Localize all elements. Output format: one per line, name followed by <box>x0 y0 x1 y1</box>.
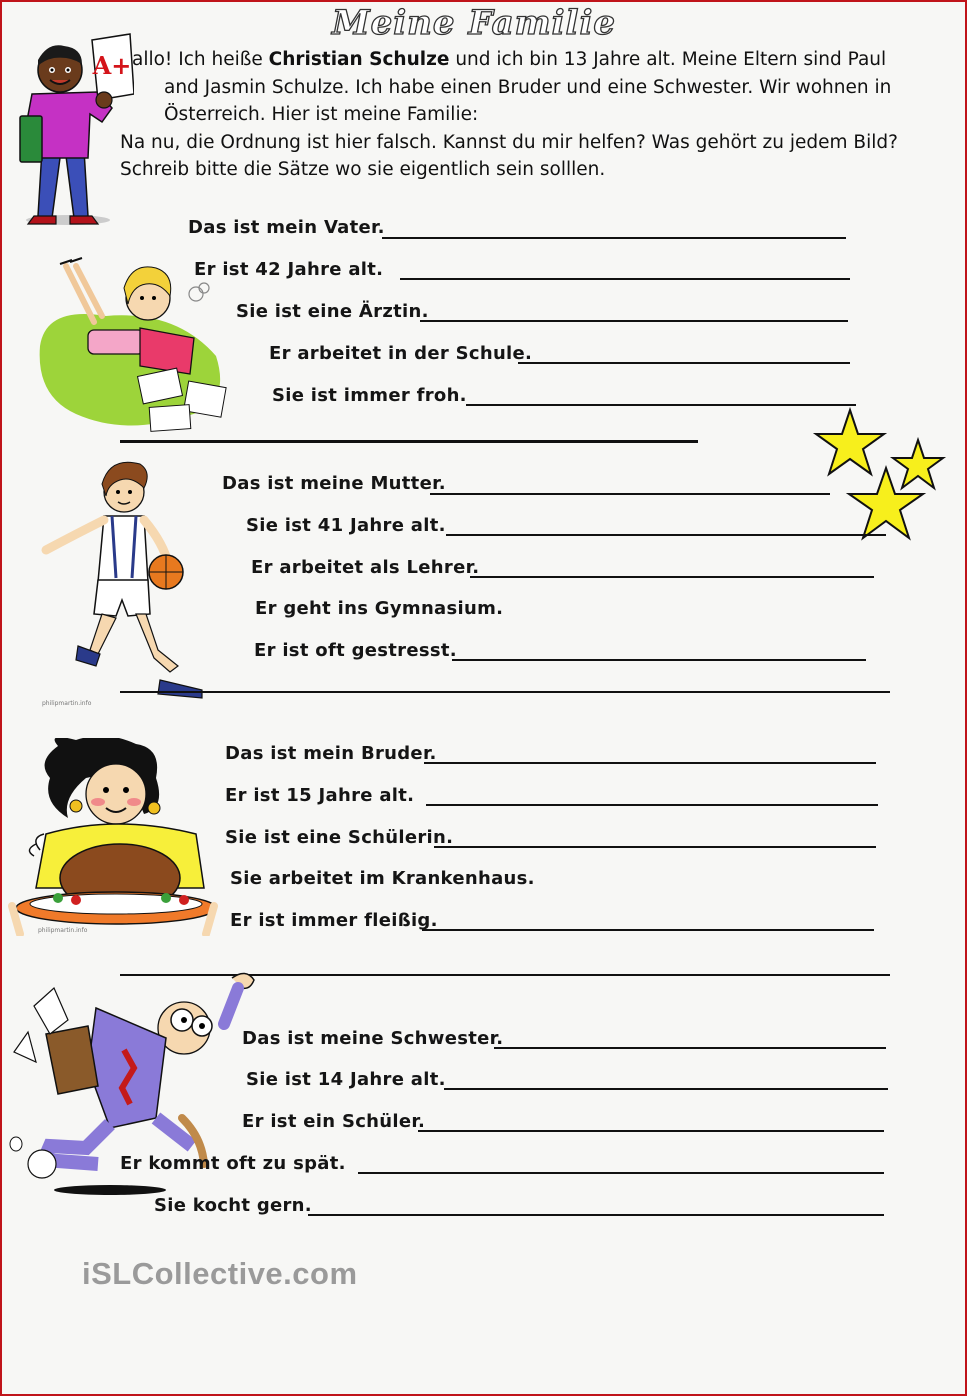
answer-line[interactable] <box>358 1172 884 1174</box>
section-3-sentence-3: Sie ist eine Schülerin. <box>225 827 454 848</box>
section-1-sentence-2: Er ist 42 Jahre alt. <box>194 259 384 280</box>
section-4-sentence-1: Das ist meine Schwester. <box>242 1028 504 1049</box>
basketball-player-illustration <box>36 454 212 704</box>
islcollective-watermark: iSLCollective.com <box>82 1256 358 1291</box>
section-1-sentence-4: Er arbeitet in der Schule. <box>269 343 533 364</box>
section-4-sentence-2: Sie ist 14 Jahre alt. <box>246 1069 446 1090</box>
answer-line[interactable] <box>452 659 866 661</box>
answer-line[interactable] <box>426 804 878 806</box>
worksheet-title <box>284 2 664 46</box>
answer-line[interactable] <box>424 762 876 764</box>
section-1-sentence-5: Sie ist immer froh. <box>272 385 467 406</box>
answer-line[interactable] <box>434 846 876 848</box>
section-2-sentence-2: Sie ist 41 Jahre alt. <box>246 515 446 536</box>
intro-paragraph <box>120 46 910 184</box>
boy-with-a-plus-paper-illustration <box>8 30 134 226</box>
answer-line[interactable] <box>422 929 874 931</box>
answer-line[interactable] <box>466 404 856 406</box>
section-1-sentence-3: Sie ist eine Ärztin. <box>236 301 429 322</box>
section-3-sentence-4: Sie arbeitet im Krankenhaus. <box>230 868 535 889</box>
section-3-sentence-2: Er ist 15 Jahre alt. <box>225 785 415 806</box>
answer-line[interactable] <box>420 320 848 322</box>
answer-line[interactable] <box>470 576 874 578</box>
answer-line[interactable] <box>382 237 846 239</box>
section-4-sentence-4: Er kommt oft zu spät. <box>120 1153 346 1174</box>
svg-text:A+: A+ <box>92 51 132 80</box>
answer-line[interactable] <box>418 1130 884 1132</box>
intro-line-2: and Jasmin Schulze. Ich habe einen Bruder und eine Schwester. Wir wohnen in <box>164 76 892 98</box>
section-divider <box>120 691 890 693</box>
section-4-sentence-5: Sie kocht gern. <box>154 1195 312 1216</box>
stars-decoration <box>810 406 950 546</box>
intro-line-4: Na nu, die Ordnung ist hier falsch. Kannst du mir helfen? Was gehört zu jedem Bild? <box>120 131 898 153</box>
intro-line-5: Schreib bitte die Sätze wo sie eigentlich sein solllen. <box>120 159 606 180</box>
section-1-sentence-1: Das ist mein Vater. <box>188 217 385 238</box>
section-divider <box>120 440 698 443</box>
answer-line[interactable] <box>444 1088 888 1090</box>
image-credit: philipmartin.info <box>42 700 92 707</box>
answer-line[interactable] <box>430 493 830 495</box>
section-3-sentence-5: Er ist immer fleißig. <box>230 910 438 931</box>
answer-line[interactable] <box>518 362 850 364</box>
answer-line[interactable] <box>400 278 850 280</box>
answer-line[interactable] <box>308 1214 884 1216</box>
svg-text:Meine Familie: Meine Familie <box>331 3 617 43</box>
answer-line[interactable] <box>446 534 886 536</box>
section-4-sentence-3: Er ist ein Schüler. <box>242 1111 426 1132</box>
intro-line-3: Österreich. Hier ist meine Familie: <box>164 104 479 125</box>
section-2-sentence-1: Das ist meine Mutter. <box>222 473 446 494</box>
intro-name: Christian Schulze <box>268 49 450 70</box>
section-2-sentence-4: Er geht ins Gymnasium. <box>255 598 504 619</box>
intro-line-1a: allo! Ich heiße <box>132 49 269 70</box>
section-3-sentence-1: Das ist mein Bruder. <box>225 743 437 764</box>
intro-line-1b: und ich bin 13 Jahre alt. Meine Eltern sind Paul <box>449 49 887 70</box>
section-2-sentence-3: Er arbeitet als Lehrer. <box>251 557 480 578</box>
woman-with-roast-turkey-illustration <box>6 738 226 936</box>
answer-line[interactable] <box>494 1047 886 1049</box>
section-2-sentence-5: Er ist oft gestresst. <box>254 640 457 661</box>
image-credit: philipmartin.info <box>38 927 88 934</box>
